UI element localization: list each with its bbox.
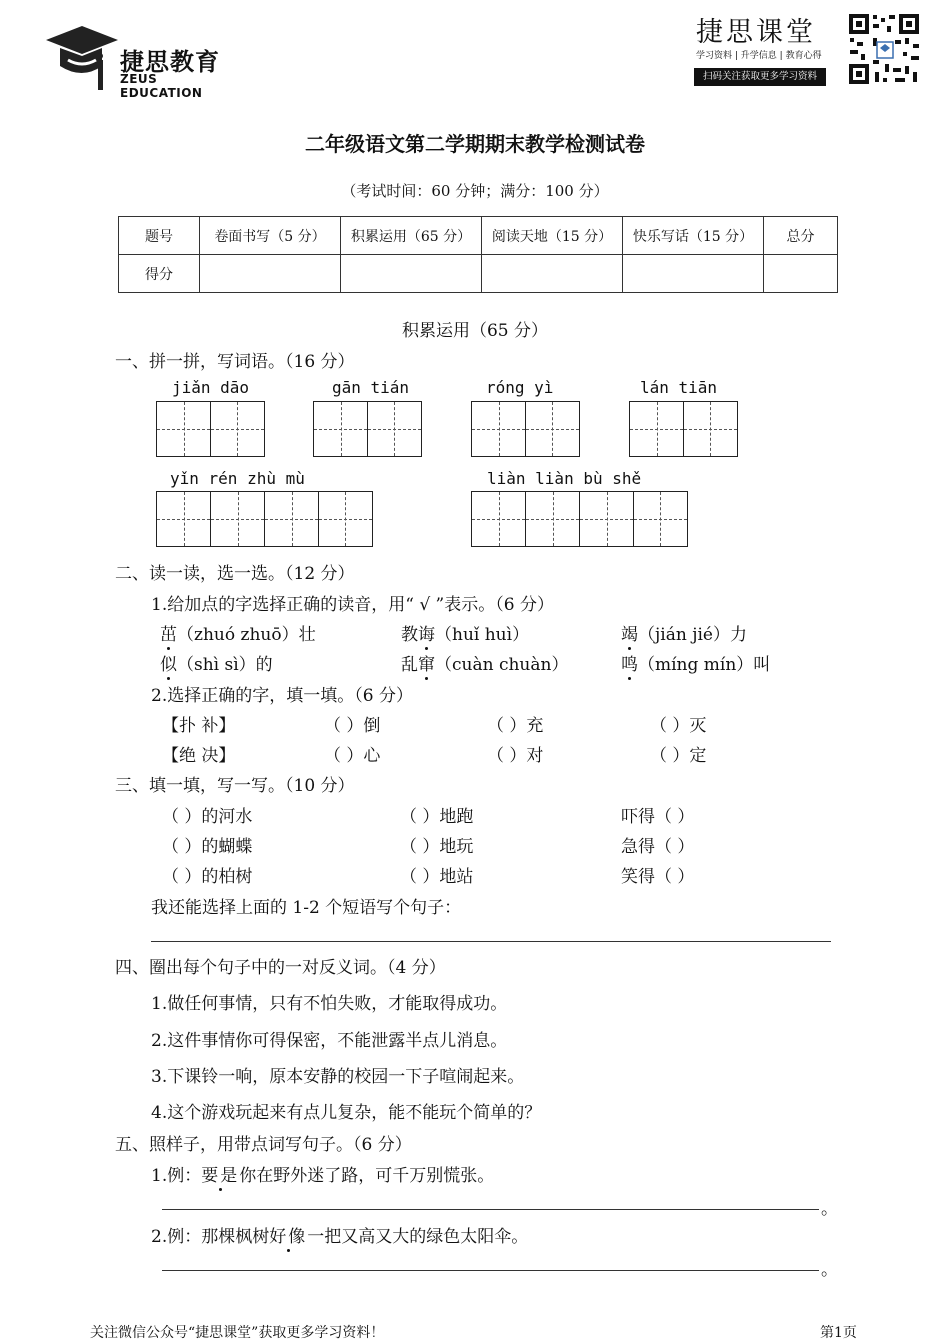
score-input-cell[interactable] [200, 255, 341, 293]
reading-item: 教诲（huǐ huì） [401, 620, 529, 645]
q3-prompt: 我还能选择上面的 1-2 个短语写个句子： [151, 898, 462, 918]
score-input-cell[interactable] [341, 255, 482, 293]
fill-blank[interactable]: 笑得（ ） [621, 867, 695, 887]
pinyin-label: róng yì [486, 378, 554, 397]
pinyin-label: liàn liàn bù shě [487, 469, 642, 488]
table-cell: 快乐写话（15 分） [623, 217, 764, 255]
writing-grid[interactable] [156, 401, 265, 457]
dotted-char: 窜 [418, 650, 435, 675]
end-mark: 。 [821, 1199, 838, 1219]
footer-note: 关注微信公众号“捷思课堂”获取更多学习资料！ [90, 1325, 385, 1341]
pinyin-label: yǐn rén zhù mù [170, 469, 305, 488]
reading-item: 鸣（míng mín）叫 [621, 650, 770, 675]
writing-grid[interactable] [629, 401, 738, 457]
writing-grid[interactable] [313, 401, 422, 457]
q5-example: 2.例：那棵枫树好像一把又高又大的绿色太阳伞。 [151, 1222, 528, 1247]
q2-sub2: 2.选择正确的字，填一填。（6 分） [151, 686, 413, 706]
table-cell: 总分 [764, 217, 838, 255]
dotted-char: 似 [160, 650, 177, 675]
exam-subtitle: （考试时间：60 分钟；满分：100 分） [341, 182, 609, 200]
score-input-cell[interactable] [482, 255, 623, 293]
brand-tags: 学习资料 | 升学信息 | 教育心得 [696, 51, 822, 61]
score-input-cell[interactable] [623, 255, 764, 293]
reading-item: 似（shì sì）的 [160, 650, 273, 675]
page-number: 第1页 [820, 1325, 857, 1341]
reading-item: 竭（jián jié）力 [621, 620, 747, 645]
char-pair: 【绝 决】 [162, 746, 236, 766]
fill-blank[interactable]: （ ）倒 [324, 716, 381, 736]
logo-english: ZEUS EDUCATION [120, 72, 203, 100]
fill-blank[interactable]: （ ）地跑 [400, 807, 474, 827]
fill-blank[interactable]: （ ）定 [650, 746, 707, 766]
q5-heading: 五、照样子，用带点词写句子。（6 分） [115, 1135, 412, 1155]
q2-heading: 二、读一读，选一选。（12 分） [115, 564, 355, 584]
q1-heading: 一、拼一拼，写词语。（16 分） [115, 352, 355, 372]
table-cell: 得分 [119, 255, 200, 293]
brand-scan-bar: 扫码关注获取更多学习资料 [694, 68, 826, 86]
dotted-char: 茁 [160, 620, 177, 645]
fill-blank[interactable]: （ ）心 [324, 746, 381, 766]
answer-line[interactable] [162, 1209, 819, 1210]
q4-heading: 四、圈出每个句子中的一对反义词。（4 分） [115, 958, 446, 978]
dotted-word: 要是 [201, 1161, 239, 1186]
q4-item: 1.做任何事情，只有不怕失败，才能取得成功。 [151, 994, 508, 1014]
q3-heading: 三、填一填，写一写。（10 分） [115, 776, 355, 796]
answer-line[interactable] [162, 1270, 819, 1271]
section-heading: 积累运用（65 分） [401, 321, 549, 341]
answer-line[interactable] [151, 941, 831, 942]
dotted-word: 好像 [269, 1222, 307, 1247]
fill-blank[interactable]: （ ）灭 [650, 716, 707, 736]
exam-title: 二年级语文第二学期期末教学检测试卷 [305, 132, 645, 156]
table-cell: 卷面书写（5 分） [200, 217, 341, 255]
reading-item: 茁（zhuó zhuō）壮 [160, 620, 316, 645]
dotted-char: 诲 [418, 620, 435, 645]
table-cell: 积累运用（65 分） [341, 217, 482, 255]
writing-grid[interactable] [156, 491, 373, 547]
q2-sub1: 1.给加点的字选择正确的读音，用“ √ ”表示。（6 分） [151, 595, 554, 615]
dotted-char: 竭 [621, 620, 638, 645]
q4-item: 2.这件事情你可得保密，不能泄露半点儿消息。 [151, 1031, 508, 1051]
pinyin-label: gān tián [332, 378, 410, 397]
fill-blank[interactable]: 吓得（ ） [621, 807, 695, 827]
zeus-logo [44, 22, 244, 100]
fill-blank[interactable]: （ ）对 [487, 746, 544, 766]
table-row [119, 217, 838, 255]
logo-name: 捷思教育 [120, 48, 220, 76]
qr-code-icon[interactable] [847, 12, 921, 86]
dotted-char: 鸣 [621, 650, 638, 675]
brand-tag: 升学信息 [740, 51, 777, 61]
pinyin-label: jiǎn dāo [172, 378, 250, 397]
q4-item: 3.下课铃一响，原本安静的校园一下子喧闹起来。 [151, 1067, 525, 1087]
brand-title: 捷思课堂 [696, 17, 816, 48]
fill-blank[interactable]: 急得（ ） [621, 837, 695, 857]
brand-tag: 教育心得 [785, 51, 822, 61]
table-cell: 题号 [119, 217, 200, 255]
graduation-cap-icon [44, 22, 124, 92]
pinyin-label: lán tiān [640, 378, 718, 397]
end-mark: 。 [821, 1260, 838, 1280]
table-row [119, 255, 838, 293]
fill-blank[interactable]: （ ）充 [487, 716, 544, 736]
score-input-cell[interactable] [764, 255, 838, 293]
q5-example: 1.例：要是你在野外迷了路，可千万别慌张。 [151, 1161, 494, 1186]
reading-item: 乱窜（cuàn chuàn） [401, 650, 568, 675]
score-table [118, 216, 838, 293]
fill-blank[interactable]: （ ）地玩 [400, 837, 474, 857]
fill-blank[interactable]: （ ）的河水 [162, 807, 253, 827]
brand-tag: 学习资料 [696, 51, 733, 61]
writing-grid[interactable] [471, 401, 580, 457]
q4-item: 4.这个游戏玩起来有点儿复杂，能不能玩个简单的？ [151, 1103, 542, 1123]
fill-blank[interactable]: （ ）的蝴蝶 [162, 837, 253, 857]
fill-blank[interactable]: （ ）地站 [400, 867, 474, 887]
brand-block [692, 10, 832, 90]
writing-grid[interactable] [471, 491, 688, 547]
char-pair: 【扑 补】 [162, 716, 236, 736]
fill-blank[interactable]: （ ）的柏树 [162, 867, 253, 887]
table-cell: 阅读天地（15 分） [482, 217, 623, 255]
